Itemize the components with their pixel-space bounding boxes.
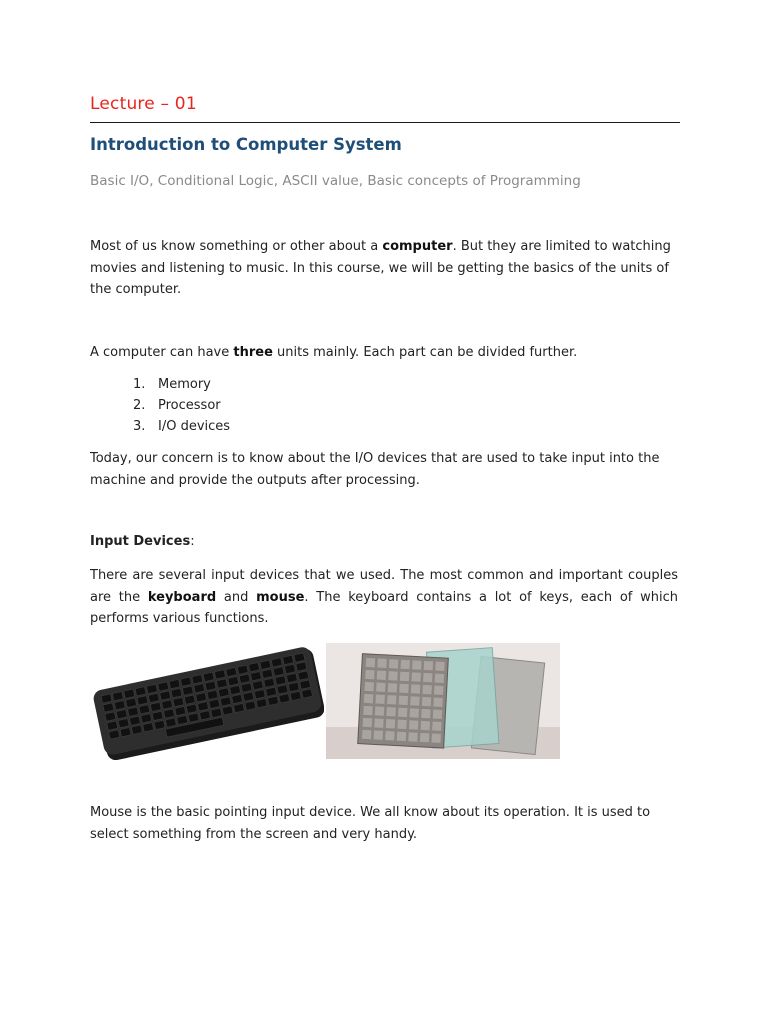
key-shape xyxy=(411,684,420,693)
key-shape xyxy=(410,708,419,717)
key-shape xyxy=(389,659,398,668)
key-shape xyxy=(432,721,441,730)
key-shape xyxy=(126,698,137,707)
key-shape xyxy=(120,728,131,737)
key-shape xyxy=(186,704,197,713)
key-shape xyxy=(177,715,188,724)
key-shape xyxy=(194,684,205,693)
key-shape xyxy=(260,660,271,669)
key-shape xyxy=(234,703,245,712)
key-shape xyxy=(252,681,263,690)
key-shape xyxy=(285,664,296,673)
key-shape xyxy=(374,718,383,727)
key-shape xyxy=(220,697,231,706)
key-shape xyxy=(288,682,299,691)
key-shape xyxy=(398,708,407,717)
key-shape xyxy=(128,707,139,716)
key-shape xyxy=(112,692,123,701)
list-item-label: Processor xyxy=(158,398,221,413)
key-shape xyxy=(158,682,169,691)
key-shape xyxy=(196,693,207,702)
key-shape xyxy=(198,702,209,711)
key-shape xyxy=(162,700,173,709)
key-shape xyxy=(146,684,157,693)
key-shape xyxy=(103,703,114,712)
key-shape xyxy=(283,655,294,664)
key-shape xyxy=(175,706,186,715)
key-shape xyxy=(101,694,112,703)
units-paragraph xyxy=(90,342,678,364)
key-shape xyxy=(139,705,150,714)
key-shape xyxy=(256,699,267,708)
input-devices-heading-text: Input Devices xyxy=(90,534,191,549)
key-shape xyxy=(129,716,140,725)
key-shape xyxy=(105,712,116,721)
key-shape xyxy=(279,694,290,703)
key-shape xyxy=(409,720,418,729)
key-shape xyxy=(192,675,203,684)
key-shape xyxy=(302,689,313,698)
key-shape xyxy=(363,706,372,715)
key-shape xyxy=(226,667,237,676)
page-title: Introduction to Computer System xyxy=(90,135,402,154)
key-shape xyxy=(422,697,431,706)
input-text-mid: and xyxy=(216,589,257,605)
key-shape xyxy=(239,674,250,683)
key-shape xyxy=(422,685,431,694)
key-shape xyxy=(376,682,385,691)
key-shape xyxy=(300,680,311,689)
list-item-number: 1. xyxy=(133,377,146,392)
key-shape xyxy=(205,681,216,690)
list-item-number: 3. xyxy=(133,419,146,434)
key-shape xyxy=(250,672,261,681)
key-shape xyxy=(243,692,254,701)
concern-paragraph: Today, our concern is to know about the I/O devices that are used to take input into the machine and provide the outputs after processing. xyxy=(90,451,660,488)
key-shape xyxy=(435,662,444,671)
key-shape xyxy=(411,672,420,681)
input-bold-keyboard: keyboard xyxy=(147,589,217,605)
key-shape xyxy=(211,708,222,717)
key-shape xyxy=(385,731,394,740)
key-shape xyxy=(420,733,429,742)
input-text-start: There are several input devices that we used. The most common and important couples are the xyxy=(90,568,678,605)
key-shape xyxy=(388,671,397,680)
key-shape xyxy=(160,691,171,700)
key-shape xyxy=(164,709,175,718)
key-shape xyxy=(199,711,210,720)
key-shape xyxy=(399,696,408,705)
key-shape xyxy=(107,721,118,730)
lecture-label: Lecture – 01 xyxy=(90,94,197,114)
key-shape xyxy=(207,690,218,699)
key-shape xyxy=(180,677,191,686)
key-shape xyxy=(209,699,220,708)
input-devices-paragraph xyxy=(90,565,678,630)
key-shape xyxy=(116,710,127,719)
key-shape xyxy=(400,672,409,681)
key-shape xyxy=(124,689,135,698)
key-shape xyxy=(268,696,279,705)
key-shape xyxy=(408,732,417,741)
units-text-end: units mainly. Each part can be divided further. xyxy=(272,345,578,360)
key-shape xyxy=(286,673,297,682)
key-shape xyxy=(434,686,443,695)
key-shape xyxy=(364,694,373,703)
key-shape xyxy=(375,706,384,715)
key-shape xyxy=(249,663,260,672)
list-item xyxy=(133,395,230,416)
key-shape xyxy=(277,685,288,694)
key-shape xyxy=(114,701,125,710)
key-shape xyxy=(148,693,159,702)
key-shape xyxy=(386,707,395,716)
key-shape xyxy=(424,661,433,670)
key-shape xyxy=(154,720,165,729)
key-shape xyxy=(431,733,440,742)
key-shape xyxy=(387,695,396,704)
header-rule xyxy=(90,122,680,123)
key-shape xyxy=(386,719,395,728)
key-shape xyxy=(410,696,419,705)
key-shape xyxy=(150,702,161,711)
intro-bold-computer: computer xyxy=(382,239,453,254)
keyboard-image xyxy=(90,638,324,760)
intro-text-start: Most of us know something or other about a xyxy=(90,239,383,254)
key-shape xyxy=(275,676,286,685)
key-shape xyxy=(397,732,406,741)
key-shape xyxy=(423,673,432,682)
list-item xyxy=(133,416,230,437)
keyboard-illustration xyxy=(90,638,324,760)
key-shape xyxy=(433,697,442,706)
key-shape xyxy=(143,723,154,732)
key-shape xyxy=(374,730,383,739)
key-shape xyxy=(363,718,372,727)
key-shape xyxy=(412,660,421,669)
key-shape xyxy=(165,718,176,727)
key-shape xyxy=(215,670,226,679)
key-shape xyxy=(294,653,305,662)
key-shape xyxy=(222,706,233,715)
key-shape xyxy=(118,719,129,728)
key-shape xyxy=(388,683,397,692)
key-shape xyxy=(237,665,248,674)
key-shape xyxy=(137,696,148,705)
page-subtitle: Basic I/O, Conditional Logic, ASCII value, Basic concepts of Programming xyxy=(90,173,581,189)
key-shape xyxy=(254,690,265,699)
keyboard-layers-image xyxy=(326,643,560,759)
list-item xyxy=(133,374,230,395)
key-shape xyxy=(298,671,309,680)
units-list xyxy=(133,374,230,437)
key-shape xyxy=(230,685,241,694)
key-shape xyxy=(266,687,277,696)
key-shape xyxy=(169,679,180,688)
key-shape xyxy=(218,688,229,697)
keyboard-layers-illustration xyxy=(326,643,560,759)
key-shape xyxy=(184,695,195,704)
key-shape xyxy=(264,678,275,687)
intro-text-end: . But they are limited to watching movies and listening to music. In this course, we will be getting the basics of the units of the computer. xyxy=(90,239,671,297)
key-shape xyxy=(377,659,386,668)
key-shape xyxy=(290,691,301,700)
key-shape xyxy=(435,674,444,683)
key-shape xyxy=(152,711,163,720)
key-shape xyxy=(365,682,374,691)
list-item-number: 2. xyxy=(133,398,146,413)
key-shape xyxy=(241,683,252,692)
input-bold-mouse: mouse xyxy=(256,589,305,605)
key-shape xyxy=(141,714,152,723)
units-bold-three: three xyxy=(233,345,273,360)
key-shape xyxy=(401,660,410,669)
key-shape xyxy=(173,697,184,706)
key-shape xyxy=(271,658,282,667)
key-shape xyxy=(228,676,239,685)
key-shape xyxy=(131,725,142,734)
units-text-start: A computer can have xyxy=(90,345,234,360)
key-shape xyxy=(188,713,199,722)
key-shape xyxy=(273,667,284,676)
input-text-end: . The keyboard contains a lot of keys, each of which performs various functions. xyxy=(90,589,678,626)
key-shape xyxy=(109,730,120,739)
key-shape xyxy=(377,670,386,679)
key-shape xyxy=(171,688,182,697)
list-item-label: I/O devices xyxy=(158,419,231,434)
key-shape xyxy=(232,694,243,703)
key-shape xyxy=(182,686,193,695)
input-devices-heading xyxy=(90,534,195,549)
key-shape xyxy=(366,658,375,667)
key-shape xyxy=(135,687,146,696)
list-item-label: Memory xyxy=(158,377,211,392)
input-devices-colon: : xyxy=(190,534,195,549)
intro-paragraph xyxy=(90,236,678,301)
key-shape xyxy=(399,684,408,693)
mouse-paragraph: Mouse is the basic pointing input device. We all know about its operation. It is used to select something from the screen and very handy. xyxy=(90,805,651,842)
key-shape xyxy=(296,662,307,671)
key-shape xyxy=(375,694,384,703)
key-shape xyxy=(245,701,256,710)
key-shape xyxy=(362,730,371,739)
key-shape xyxy=(262,669,273,678)
key-shape xyxy=(203,672,214,681)
key-shape xyxy=(433,709,442,718)
key-shape xyxy=(216,679,227,688)
key-shape xyxy=(421,709,430,718)
key-shape xyxy=(365,670,374,679)
key-shape xyxy=(397,720,406,729)
key-shape xyxy=(421,721,430,730)
